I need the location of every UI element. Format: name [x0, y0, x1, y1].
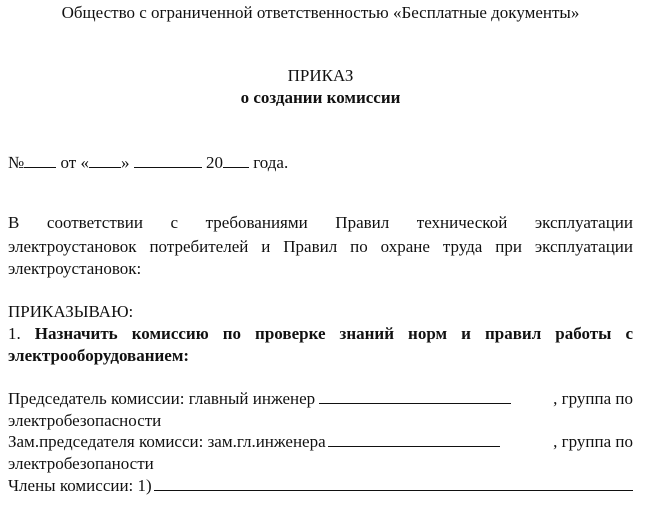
members-line — [8, 476, 633, 496]
vice-chairman-name-blank[interactable] — [328, 432, 500, 447]
members-label: Члены комиссии: 1) — [8, 476, 152, 495]
item-1-line-1 — [8, 324, 633, 344]
chairman-continuation: электробезопасности — [8, 411, 162, 430]
vice-chairman-line — [8, 432, 633, 452]
order-number-line — [8, 153, 633, 173]
order-year-blank[interactable] — [223, 153, 249, 168]
order-day-blank[interactable] — [89, 153, 121, 168]
preamble-line-2: электроустановок потребителей и Правил по охране труда при эксплуатации — [8, 237, 633, 256]
order-month-blank[interactable] — [134, 153, 202, 168]
chairman-name-blank[interactable] — [319, 389, 511, 404]
preamble-line-3: электроустановок: — [8, 259, 142, 278]
year-suffix: года. — [253, 153, 289, 172]
members-blank[interactable] — [154, 476, 633, 491]
item-1-line-2: электрооборудованием: — [8, 346, 190, 365]
organization-name: Общество с ограниченной ответственностью «Бесплатные документы» — [61, 3, 580, 22]
chairman-group-label: , группа по — [553, 389, 633, 408]
document-title: ПРИКАЗ — [287, 66, 354, 85]
document-subtitle: о создании комиссии — [240, 88, 401, 107]
chairman-label: Председатель комиссии: главный инженер — [8, 389, 316, 408]
vice-chairman-continuation: электробезопаности — [8, 454, 154, 473]
date-close-quote: » — [120, 153, 130, 172]
year-prefix: 20 — [205, 153, 223, 172]
vice-chairman-group-label: , группа по — [553, 432, 633, 451]
date-from-label: от « — [60, 153, 89, 172]
order-number-blank[interactable] — [24, 153, 56, 168]
vice-chairman-label: Зам.председателя комисси: зам.гл.инженера — [8, 432, 326, 451]
preamble-line-1: В соответствии с требованиями Правил технической эксплуатации — [8, 213, 633, 232]
order-word: ПРИКАЗЫВАЮ: — [8, 302, 134, 321]
item-1-text: Назначить комиссию по проверке знаний норм и правил работы с — [34, 324, 633, 343]
chairman-line — [8, 389, 633, 409]
item-1-number: 1. — [8, 324, 21, 343]
number-sign: № — [8, 153, 25, 172]
